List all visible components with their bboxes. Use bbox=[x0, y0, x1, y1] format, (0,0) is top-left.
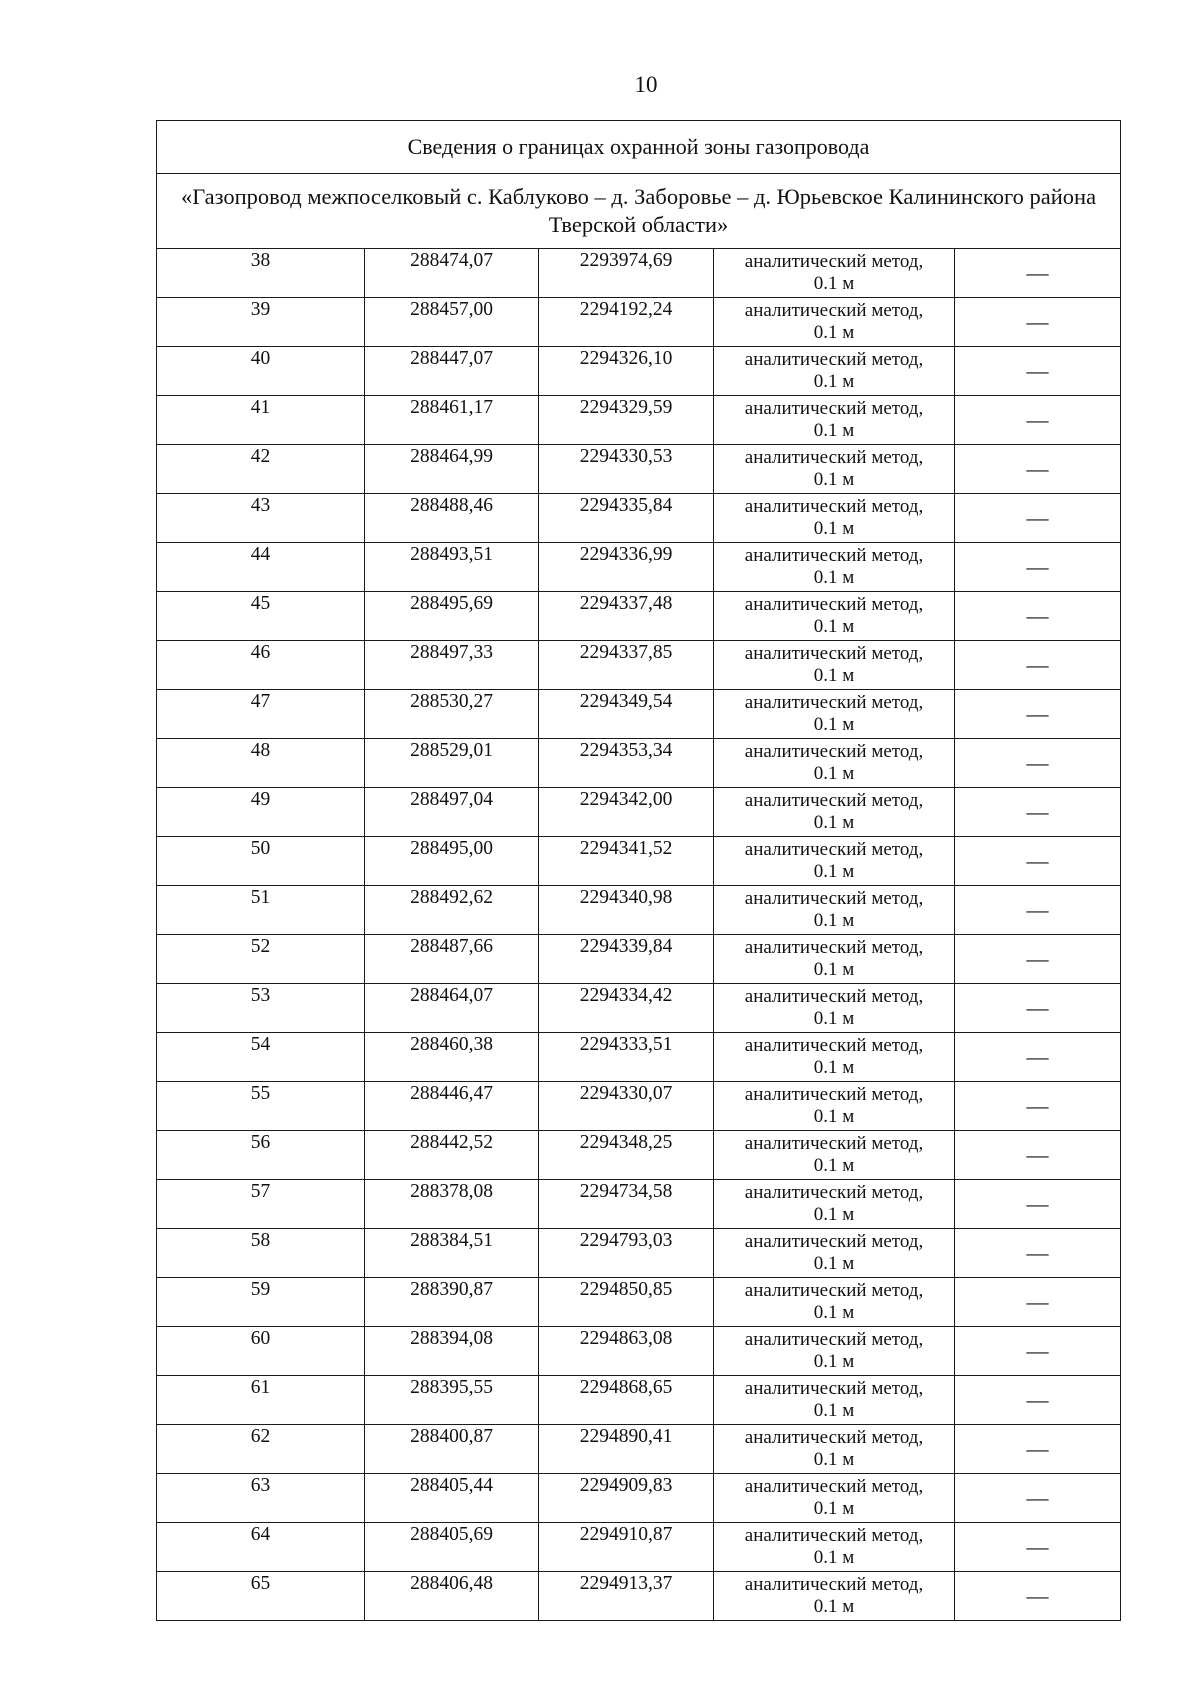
note-cell: — bbox=[955, 1327, 1121, 1376]
method-label: аналитический метод, bbox=[744, 1035, 924, 1056]
method-cell bbox=[714, 886, 955, 935]
note-cell: — bbox=[955, 1131, 1121, 1180]
note-cell: — bbox=[955, 1572, 1121, 1621]
accuracy-label: 0.1 м bbox=[813, 1204, 855, 1225]
point-number-cell: 39 bbox=[157, 298, 365, 347]
x-coordinate-cell: 288474,07 bbox=[365, 249, 539, 298]
method-cell bbox=[714, 1523, 955, 1572]
method-label: аналитический метод, bbox=[744, 1084, 924, 1105]
x-coordinate-cell: 288495,69 bbox=[365, 592, 539, 641]
accuracy-label: 0.1 м bbox=[813, 910, 855, 931]
accuracy-label: 0.1 м bbox=[813, 1498, 855, 1519]
accuracy-label: 0.1 м bbox=[813, 1449, 855, 1470]
table-row bbox=[157, 1327, 1121, 1376]
accuracy-label: 0.1 м bbox=[813, 1057, 855, 1078]
method-cell bbox=[714, 396, 955, 445]
method-label: аналитический метод, bbox=[744, 741, 924, 762]
x-coordinate-cell: 288487,66 bbox=[365, 935, 539, 984]
y-coordinate-cell: 2294863,08 bbox=[539, 1327, 714, 1376]
y-coordinate-cell: 2294330,07 bbox=[539, 1082, 714, 1131]
y-coordinate-cell: 2294326,10 bbox=[539, 347, 714, 396]
note-cell: — bbox=[955, 1229, 1121, 1278]
x-coordinate-cell: 288497,04 bbox=[365, 788, 539, 837]
method-cell bbox=[714, 445, 955, 494]
table-row bbox=[157, 445, 1121, 494]
point-number-cell: 46 bbox=[157, 641, 365, 690]
table-row bbox=[157, 1425, 1121, 1474]
point-number-cell: 38 bbox=[157, 249, 365, 298]
point-number-cell: 54 bbox=[157, 1033, 365, 1082]
method-label: аналитический метод, bbox=[744, 888, 924, 909]
y-coordinate-cell: 2294333,51 bbox=[539, 1033, 714, 1082]
x-coordinate-cell: 288400,87 bbox=[365, 1425, 539, 1474]
table-row bbox=[157, 1376, 1121, 1425]
note-cell: — bbox=[955, 396, 1121, 445]
method-label: аналитический метод, bbox=[744, 643, 924, 664]
note-cell: — bbox=[955, 347, 1121, 396]
accuracy-label: 0.1 м bbox=[813, 812, 855, 833]
note-cell: — bbox=[955, 1278, 1121, 1327]
note-cell: — bbox=[955, 543, 1121, 592]
method-cell bbox=[714, 249, 955, 298]
method-label: аналитический метод, bbox=[744, 398, 924, 419]
method-cell bbox=[714, 1278, 955, 1327]
table-row bbox=[157, 935, 1121, 984]
y-coordinate-cell: 2294336,99 bbox=[539, 543, 714, 592]
x-coordinate-cell: 288488,46 bbox=[365, 494, 539, 543]
method-cell bbox=[714, 641, 955, 690]
y-coordinate-cell: 2294192,24 bbox=[539, 298, 714, 347]
point-number-cell: 63 bbox=[157, 1474, 365, 1523]
point-number-cell: 55 bbox=[157, 1082, 365, 1131]
table-row bbox=[157, 788, 1121, 837]
table-row bbox=[157, 641, 1121, 690]
method-cell bbox=[714, 543, 955, 592]
y-coordinate-cell: 2294868,65 bbox=[539, 1376, 714, 1425]
table-row bbox=[157, 1474, 1121, 1523]
boundary-coordinates-table bbox=[156, 120, 1121, 1621]
y-coordinate-cell: 2294913,37 bbox=[539, 1572, 714, 1621]
y-coordinate-cell: 2293974,69 bbox=[539, 249, 714, 298]
method-cell bbox=[714, 935, 955, 984]
method-label: аналитический метод, bbox=[744, 1574, 924, 1595]
method-cell bbox=[714, 494, 955, 543]
x-coordinate-cell: 288457,00 bbox=[365, 298, 539, 347]
table-row bbox=[157, 396, 1121, 445]
method-label: аналитический метод, bbox=[744, 1133, 924, 1154]
point-number-cell: 41 bbox=[157, 396, 365, 445]
x-coordinate-cell: 288384,51 bbox=[365, 1229, 539, 1278]
point-number-cell: 58 bbox=[157, 1229, 365, 1278]
note-cell: — bbox=[955, 494, 1121, 543]
y-coordinate-cell: 2294330,53 bbox=[539, 445, 714, 494]
method-label: аналитический метод, bbox=[744, 300, 924, 321]
method-cell bbox=[714, 1376, 955, 1425]
x-coordinate-cell: 288447,07 bbox=[365, 347, 539, 396]
accuracy-label: 0.1 м bbox=[813, 469, 855, 490]
note-cell: — bbox=[955, 837, 1121, 886]
method-cell bbox=[714, 592, 955, 641]
y-coordinate-cell: 2294335,84 bbox=[539, 494, 714, 543]
y-coordinate-cell: 2294910,87 bbox=[539, 1523, 714, 1572]
note-cell: — bbox=[955, 690, 1121, 739]
method-cell bbox=[714, 739, 955, 788]
method-label: аналитический метод, bbox=[744, 839, 924, 860]
x-coordinate-cell: 288529,01 bbox=[365, 739, 539, 788]
method-label: аналитический метод, bbox=[744, 1329, 924, 1350]
x-coordinate-cell: 288464,99 bbox=[365, 445, 539, 494]
x-coordinate-cell: 288461,17 bbox=[365, 396, 539, 445]
method-label: аналитический метод, bbox=[744, 251, 924, 272]
point-number-cell: 49 bbox=[157, 788, 365, 837]
y-coordinate-cell: 2294349,54 bbox=[539, 690, 714, 739]
table-row bbox=[157, 494, 1121, 543]
table-row bbox=[157, 690, 1121, 739]
method-label: аналитический метод, bbox=[744, 594, 924, 615]
table-row bbox=[157, 1523, 1121, 1572]
y-coordinate-cell: 2294339,84 bbox=[539, 935, 714, 984]
x-coordinate-cell: 288446,47 bbox=[365, 1082, 539, 1131]
point-number-cell: 60 bbox=[157, 1327, 365, 1376]
point-number-cell: 47 bbox=[157, 690, 365, 739]
y-coordinate-cell: 2294890,41 bbox=[539, 1425, 714, 1474]
accuracy-label: 0.1 м bbox=[813, 273, 855, 294]
method-label: аналитический метод, bbox=[744, 790, 924, 811]
y-coordinate-cell: 2294348,25 bbox=[539, 1131, 714, 1180]
point-number-cell: 50 bbox=[157, 837, 365, 886]
table-row bbox=[157, 886, 1121, 935]
method-cell bbox=[714, 1572, 955, 1621]
method-label: аналитический метод, bbox=[744, 1280, 924, 1301]
y-coordinate-cell: 2294342,00 bbox=[539, 788, 714, 837]
x-coordinate-cell: 288390,87 bbox=[365, 1278, 539, 1327]
method-cell bbox=[714, 1474, 955, 1523]
x-coordinate-cell: 288405,69 bbox=[365, 1523, 539, 1572]
x-coordinate-cell: 288394,08 bbox=[365, 1327, 539, 1376]
note-cell: — bbox=[955, 249, 1121, 298]
method-cell bbox=[714, 1425, 955, 1474]
table-row bbox=[157, 1229, 1121, 1278]
x-coordinate-cell: 288492,62 bbox=[365, 886, 539, 935]
table-row bbox=[157, 1131, 1121, 1180]
accuracy-label: 0.1 м bbox=[813, 420, 855, 441]
accuracy-label: 0.1 м bbox=[813, 665, 855, 686]
note-cell: — bbox=[955, 592, 1121, 641]
y-coordinate-cell: 2294337,85 bbox=[539, 641, 714, 690]
note-cell: — bbox=[955, 1033, 1121, 1082]
note-cell: — bbox=[955, 641, 1121, 690]
accuracy-label: 0.1 м bbox=[813, 1596, 855, 1617]
accuracy-label: 0.1 м bbox=[813, 1106, 855, 1127]
method-label: аналитический метод, bbox=[744, 496, 924, 517]
y-coordinate-cell: 2294341,52 bbox=[539, 837, 714, 886]
point-number-cell: 53 bbox=[157, 984, 365, 1033]
x-coordinate-cell: 288395,55 bbox=[365, 1376, 539, 1425]
note-cell: — bbox=[955, 886, 1121, 935]
table-row bbox=[157, 984, 1121, 1033]
method-label: аналитический метод, bbox=[744, 1378, 924, 1399]
method-cell bbox=[714, 347, 955, 396]
note-cell: — bbox=[955, 298, 1121, 347]
method-label: аналитический метод, bbox=[744, 1182, 924, 1203]
accuracy-label: 0.1 м bbox=[813, 1253, 855, 1274]
note-cell: — bbox=[955, 1180, 1121, 1229]
point-number-cell: 56 bbox=[157, 1131, 365, 1180]
method-label: аналитический метод, bbox=[744, 1427, 924, 1448]
method-label: аналитический метод, bbox=[744, 692, 924, 713]
method-cell bbox=[714, 1131, 955, 1180]
note-cell: — bbox=[955, 788, 1121, 837]
x-coordinate-cell: 288495,00 bbox=[365, 837, 539, 886]
y-coordinate-cell: 2294353,34 bbox=[539, 739, 714, 788]
y-coordinate-cell: 2294334,42 bbox=[539, 984, 714, 1033]
method-label: аналитический метод, bbox=[744, 937, 924, 958]
note-cell: — bbox=[955, 445, 1121, 494]
method-cell bbox=[714, 298, 955, 347]
accuracy-label: 0.1 м bbox=[813, 1155, 855, 1176]
table-title: Сведения о границах охранной зоны газопровода bbox=[157, 121, 1121, 174]
method-cell bbox=[714, 1082, 955, 1131]
point-number-cell: 61 bbox=[157, 1376, 365, 1425]
table-row bbox=[157, 837, 1121, 886]
point-number-cell: 52 bbox=[157, 935, 365, 984]
y-coordinate-cell: 2294329,59 bbox=[539, 396, 714, 445]
method-cell bbox=[714, 788, 955, 837]
table-row bbox=[157, 298, 1121, 347]
page-number: 10 bbox=[634, 72, 658, 97]
x-coordinate-cell: 288406,48 bbox=[365, 1572, 539, 1621]
accuracy-label: 0.1 м bbox=[813, 763, 855, 784]
note-cell: — bbox=[955, 1425, 1121, 1474]
method-cell bbox=[714, 837, 955, 886]
table-row bbox=[157, 1278, 1121, 1327]
table-row bbox=[157, 739, 1121, 788]
point-number-cell: 64 bbox=[157, 1523, 365, 1572]
accuracy-label: 0.1 м bbox=[813, 1400, 855, 1421]
point-number-cell: 40 bbox=[157, 347, 365, 396]
table-subtitle: «Газопровод межпоселковый с. Каблуково – д. Заборовье – д. Юрьевское Калининского района Тверской области» bbox=[157, 174, 1121, 249]
note-cell: — bbox=[955, 1376, 1121, 1425]
y-coordinate-cell: 2294734,58 bbox=[539, 1180, 714, 1229]
x-coordinate-cell: 288460,38 bbox=[365, 1033, 539, 1082]
accuracy-label: 0.1 м bbox=[813, 861, 855, 882]
point-number-cell: 42 bbox=[157, 445, 365, 494]
x-coordinate-cell: 288378,08 bbox=[365, 1180, 539, 1229]
table-row bbox=[157, 1180, 1121, 1229]
point-number-cell: 45 bbox=[157, 592, 365, 641]
method-cell bbox=[714, 690, 955, 739]
accuracy-label: 0.1 м bbox=[813, 1351, 855, 1372]
x-coordinate-cell: 288497,33 bbox=[365, 641, 539, 690]
accuracy-label: 0.1 м bbox=[813, 322, 855, 343]
y-coordinate-cell: 2294909,83 bbox=[539, 1474, 714, 1523]
table-row bbox=[157, 347, 1121, 396]
point-number-cell: 51 bbox=[157, 886, 365, 935]
method-label: аналитический метод, bbox=[744, 447, 924, 468]
table-body bbox=[157, 249, 1121, 1621]
y-coordinate-cell: 2294337,48 bbox=[539, 592, 714, 641]
x-coordinate-cell: 288405,44 bbox=[365, 1474, 539, 1523]
note-cell: — bbox=[955, 1523, 1121, 1572]
note-cell: — bbox=[955, 739, 1121, 788]
note-cell: — bbox=[955, 935, 1121, 984]
y-coordinate-cell: 2294793,03 bbox=[539, 1229, 714, 1278]
table-row bbox=[157, 1033, 1121, 1082]
note-cell: — bbox=[955, 1474, 1121, 1523]
x-coordinate-cell: 288493,51 bbox=[365, 543, 539, 592]
point-number-cell: 48 bbox=[157, 739, 365, 788]
point-number-cell: 57 bbox=[157, 1180, 365, 1229]
table-row bbox=[157, 1572, 1121, 1621]
method-label: аналитический метод, bbox=[744, 986, 924, 1007]
method-cell bbox=[714, 1327, 955, 1376]
method-cell bbox=[714, 1229, 955, 1278]
accuracy-label: 0.1 м bbox=[813, 959, 855, 980]
method-label: аналитический метод, bbox=[744, 349, 924, 370]
y-coordinate-cell: 2294340,98 bbox=[539, 886, 714, 935]
method-label: аналитический метод, bbox=[744, 545, 924, 566]
point-number-cell: 65 bbox=[157, 1572, 365, 1621]
method-cell bbox=[714, 984, 955, 1033]
method-label: аналитический метод, bbox=[744, 1476, 924, 1497]
x-coordinate-cell: 288464,07 bbox=[365, 984, 539, 1033]
method-cell bbox=[714, 1033, 955, 1082]
point-number-cell: 44 bbox=[157, 543, 365, 592]
y-coordinate-cell: 2294850,85 bbox=[539, 1278, 714, 1327]
table-row bbox=[157, 1082, 1121, 1131]
accuracy-label: 0.1 м bbox=[813, 371, 855, 392]
method-label: аналитический метод, bbox=[744, 1525, 924, 1546]
accuracy-label: 0.1 м bbox=[813, 1302, 855, 1323]
accuracy-label: 0.1 м bbox=[813, 1547, 855, 1568]
point-number-cell: 62 bbox=[157, 1425, 365, 1474]
method-cell bbox=[714, 1180, 955, 1229]
point-number-cell: 43 bbox=[157, 494, 365, 543]
accuracy-label: 0.1 м bbox=[813, 518, 855, 539]
accuracy-label: 0.1 м bbox=[813, 616, 855, 637]
x-coordinate-cell: 288442,52 bbox=[365, 1131, 539, 1180]
accuracy-label: 0.1 м bbox=[813, 714, 855, 735]
accuracy-label: 0.1 м bbox=[813, 1008, 855, 1029]
table-row bbox=[157, 592, 1121, 641]
table-row bbox=[157, 249, 1121, 298]
point-number-cell: 59 bbox=[157, 1278, 365, 1327]
x-coordinate-cell: 288530,27 bbox=[365, 690, 539, 739]
note-cell: — bbox=[955, 984, 1121, 1033]
note-cell: — bbox=[955, 1082, 1121, 1131]
accuracy-label: 0.1 м bbox=[813, 567, 855, 588]
method-label: аналитический метод, bbox=[744, 1231, 924, 1252]
table-row bbox=[157, 543, 1121, 592]
